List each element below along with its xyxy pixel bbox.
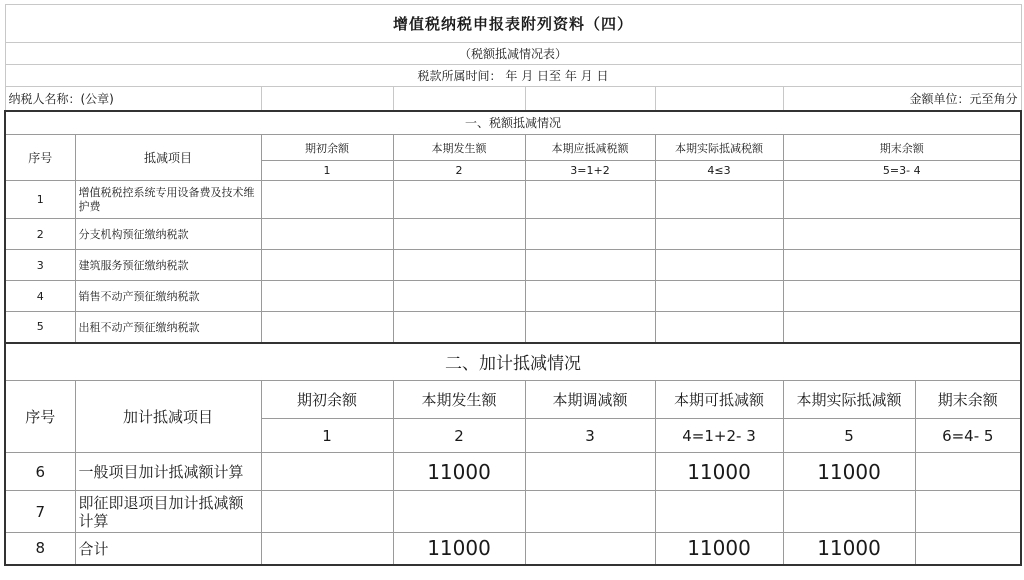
cell-input[interactable] [261, 181, 393, 219]
amount-unit-label: 金额单位：元至角分 [783, 87, 1021, 111]
header-blank-2 [655, 87, 783, 111]
cell-input[interactable] [393, 250, 525, 281]
cell-input[interactable] [261, 281, 393, 312]
s2-formula: 4=1+2- 3 [655, 419, 783, 453]
row-seq: 5 [5, 312, 75, 343]
cell-input[interactable] [525, 250, 655, 281]
s2-formula: 2 [393, 419, 525, 453]
row-item: 即征即退项目加计抵减额计算 [75, 491, 261, 533]
tax-form-sheet [4, 4, 1020, 572]
row-seq: 8 [5, 533, 75, 565]
table-row [5, 533, 1021, 565]
cell-input[interactable] [783, 281, 1021, 312]
s2-col-deductible: 本期可抵减额 [655, 381, 783, 419]
cell-input[interactable] [525, 491, 655, 533]
tax-period [5, 65, 1021, 87]
row-item: 出租不动产预征缴纳税款 [75, 312, 261, 343]
section2-title: 二、加计抵减情况 [5, 343, 1021, 381]
s1-col-current-amount: 本期发生额 [393, 135, 525, 161]
form-subtitle: （税额抵减情况表） [5, 43, 1021, 65]
section2-item-header: 加计抵减项目 [75, 381, 261, 453]
section2-seq-header: 序号 [5, 381, 75, 453]
cell-input[interactable]: 11000 [655, 533, 783, 565]
s2-formula: 5 [783, 419, 915, 453]
taxpayer-name-field-2[interactable] [393, 87, 525, 111]
cell-input[interactable] [655, 250, 783, 281]
cell-input[interactable] [783, 219, 1021, 250]
header-blank [525, 87, 655, 111]
cell-input[interactable] [655, 219, 783, 250]
s2-col-opening-balance: 期初余额 [261, 381, 393, 419]
cell-input[interactable] [261, 533, 393, 565]
row-item: 一般项目加计抵减额计算 [75, 453, 261, 491]
cell-input[interactable] [655, 491, 783, 533]
row-item: 合计 [75, 533, 261, 565]
cell-input[interactable] [525, 453, 655, 491]
tax-period-value: 年 月 日至 年 月 日 [505, 69, 609, 83]
taxpayer-name-field[interactable] [261, 87, 393, 111]
cell-input[interactable] [261, 312, 393, 343]
cell-input[interactable] [783, 312, 1021, 343]
s2-col-actual-deducted: 本期实际抵减额 [783, 381, 915, 419]
s2-formula: 1 [261, 419, 393, 453]
cell-input[interactable]: 11000 [393, 453, 525, 491]
cell-input[interactable] [655, 281, 783, 312]
s1-col-opening-balance: 期初余额 [261, 135, 393, 161]
cell-input[interactable] [393, 281, 525, 312]
cell-input[interactable] [783, 250, 1021, 281]
s1-col-ending-balance: 期末余额 [783, 135, 1021, 161]
cell-input[interactable] [393, 181, 525, 219]
row-item: 分支机构预征缴纳税款 [75, 219, 261, 250]
row-seq: 3 [5, 250, 75, 281]
s1-formula: 4≤3 [655, 161, 783, 181]
cell-input[interactable] [261, 491, 393, 533]
cell-input[interactable]: 11000 [783, 453, 915, 491]
table-row [5, 453, 1021, 491]
s1-col-deductible-tax: 本期应抵减税额 [525, 135, 655, 161]
tax-period-label: 税款所属时间： [417, 69, 502, 83]
cell-input[interactable] [393, 491, 525, 533]
taxpayer-name-label: 纳税人名称：(公章) [5, 87, 261, 111]
row-seq: 1 [5, 181, 75, 219]
s2-formula: 6=4- 5 [915, 419, 1021, 453]
cell-input[interactable] [655, 312, 783, 343]
table-row [5, 281, 1021, 312]
row-item: 建筑服务预征缴纳税款 [75, 250, 261, 281]
table-row [5, 181, 1021, 219]
row-item: 销售不动产预征缴纳税款 [75, 281, 261, 312]
s2-formula: 3 [525, 419, 655, 453]
s1-formula: 1 [261, 161, 393, 181]
s1-formula: 5=3- 4 [783, 161, 1021, 181]
cell-input[interactable] [261, 250, 393, 281]
row-item: 增值税税控系统专用设备费及技术维护费 [75, 181, 261, 219]
section1-seq-header: 序号 [5, 135, 75, 181]
s1-col-actual-deducted-tax: 本期实际抵减税额 [655, 135, 783, 161]
table-row [5, 491, 1021, 533]
section1-item-header: 抵减项目 [75, 135, 261, 181]
s2-col-ending-balance: 期末余额 [915, 381, 1021, 419]
cell-input[interactable] [261, 219, 393, 250]
s2-col-adjustment: 本期调减额 [525, 381, 655, 419]
table-row [5, 312, 1021, 343]
cell-input[interactable] [525, 312, 655, 343]
cell-input[interactable] [915, 453, 1021, 491]
cell-input[interactable] [525, 533, 655, 565]
cell-input[interactable]: 11000 [393, 533, 525, 565]
cell-input[interactable] [915, 533, 1021, 565]
cell-input[interactable] [393, 219, 525, 250]
row-seq: 2 [5, 219, 75, 250]
cell-input[interactable] [525, 181, 655, 219]
cell-input[interactable]: 11000 [655, 453, 783, 491]
row-seq: 7 [5, 491, 75, 533]
cell-input[interactable] [783, 181, 1021, 219]
row-seq: 4 [5, 281, 75, 312]
s1-formula: 3=1+2 [525, 161, 655, 181]
row-seq: 6 [5, 453, 75, 491]
cell-input[interactable]: 11000 [783, 533, 915, 565]
cell-input[interactable] [783, 491, 915, 533]
form-title: 增值税纳税申报表附列资料（四） [5, 5, 1021, 43]
tax-deduction-table [4, 4, 1022, 566]
cell-input[interactable] [525, 219, 655, 250]
table-row [5, 219, 1021, 250]
table-row [5, 250, 1021, 281]
cell-input[interactable] [655, 181, 783, 219]
cell-input[interactable] [393, 312, 525, 343]
s1-formula: 2 [393, 161, 525, 181]
cell-input[interactable] [915, 491, 1021, 533]
cell-input[interactable] [525, 281, 655, 312]
s2-col-current-amount: 本期发生额 [393, 381, 525, 419]
cell-input[interactable] [261, 453, 393, 491]
section1-title: 一、税额抵减情况 [5, 111, 1021, 135]
